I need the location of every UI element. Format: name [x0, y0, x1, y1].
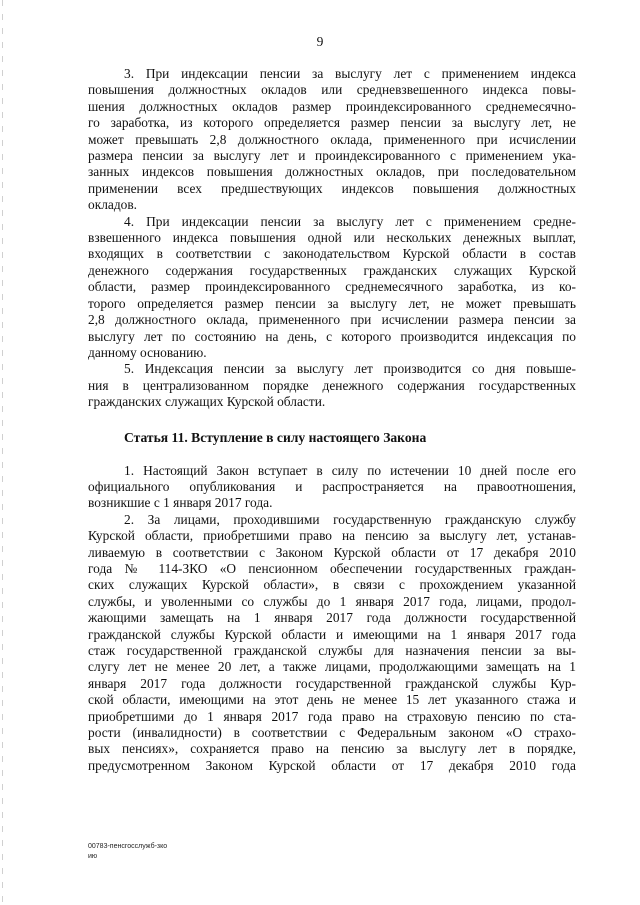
footer-file-code: 00783-пенсгосслужб-зко	[88, 843, 168, 850]
paragraph-line: повышения должностных окладов или средневзвешенного индекса повы-	[88, 82, 576, 98]
paragraph-line: взвешенного индекса повышения одной или нескольких денежных выплат,	[88, 230, 576, 246]
paragraph-line: занных индексов повышения должностных окладов, при последовательном	[88, 164, 576, 180]
paragraph-line: рости (инвалидности) в соответствии с Федеральным законом «О страхо-	[88, 725, 576, 741]
paragraph-line: вых пенсиях», сохраняется право на пенсию за выслугу лет в порядке,	[88, 741, 576, 757]
paragraph-line: 2,8 должностного оклада, примененного при исчислении размера пенсии за	[88, 312, 576, 328]
paragraph	[88, 66, 576, 214]
paragraph-line: слугу лет не менее 20 лет, а также лицами, продолжающими замещать на 1	[88, 659, 576, 675]
paragraph-line: ния в централизованном порядке денежного содержания государственных	[88, 377, 576, 393]
paragraph-line: ской области, имеющими на этот день не менее 15 лет указанного стажа и	[88, 692, 576, 708]
paragraph-line: 5. Индексация пенсии за выслугу лет производится со дня повыше-	[124, 361, 576, 377]
paragraph-line: области, размер проиндексированного среднемесячного заработка, из ко-	[88, 279, 576, 295]
paragraph-line: гражданской службы Курской области и имеющими на 1 января 2017 года	[88, 626, 576, 642]
section-bottom-paragraphs	[88, 463, 576, 775]
paragraph-line: гражданских служащих Курской области.	[88, 394, 326, 410]
paragraph-line: шения должностных окладов размер проиндексированного среднемесячно-	[88, 98, 576, 114]
paragraph-line: приобретшими до 1 января 2017 года право на страховую пенсию по ста-	[88, 708, 576, 724]
paragraph-line: применении всех предшествующих индексов повышения должностных	[88, 180, 576, 196]
paragraph-line: января 2017 года должности государственной гражданской службы Кур-	[88, 675, 576, 691]
paragraph	[88, 463, 576, 512]
article-heading: Статья 11. Вступление в силу настоящего Закона	[124, 429, 427, 445]
paragraph-line: Курской области, приобретшими право на пенсию за выслугу лет, устанав-	[88, 528, 576, 544]
paragraph-line: жающими замещать на 1 января 2017 года должности государственной	[88, 610, 576, 626]
paragraph	[88, 361, 576, 410]
document-body	[88, 66, 576, 774]
paragraph-line: ливаемую в соответствии с Законом Курской области от 17 декабря 2010	[88, 544, 576, 560]
paragraph-line: 4. При индексации пенсии за выслугу лет с применением средне-	[124, 213, 576, 229]
paragraph-line: официального опубликования и распространяется на правоотношения,	[88, 478, 576, 494]
paragraph-line: ских служащих Курской области», в связи с прохождением указанной	[88, 577, 576, 593]
paragraph-line: окладов.	[88, 197, 138, 213]
paragraph-line: торого определяется размер пенсии за выслугу лет, не может превышать	[88, 295, 576, 311]
paragraph-line: может превышать 2,8 должностного оклада, примененного при исчислении	[88, 131, 576, 147]
paragraph-line: службы, и уволенными со службы до 1 января 2017 года, лицами, продол-	[88, 593, 576, 609]
page-number: 9	[316, 34, 324, 49]
paragraph-line: возникшие с 1 января 2017 года.	[88, 495, 273, 511]
footer-suffix: ию	[88, 853, 98, 860]
scan-edge-mark	[2, 0, 3, 905]
paragraph-line: денежного содержания государственных гражданских служащих Курской	[88, 262, 576, 278]
paragraph-line: года № 114-ЗКО «О пенсионном обеспечении государственных граждан-	[88, 560, 576, 576]
paragraph-line: размера пенсии за выслугу лет и проиндексированного с применением ука-	[88, 148, 576, 164]
paragraph-line: стаж государственной гражданской службы для назначения пенсии за вы-	[88, 643, 576, 658]
paragraph-line: входящих в соответствии с законодательством Курской области в состав	[88, 246, 576, 262]
paragraph-line: го заработка, из которого определяется размер пенсии за выслугу лет, не	[88, 115, 576, 131]
document-footer	[88, 842, 167, 862]
section-top-paragraphs	[88, 66, 576, 411]
paragraph-line: 2. За лицами, проходившими государственную гражданскую службу	[124, 511, 576, 527]
paragraph-line: 1. Настоящий Закон вступает в силу по истечении 10 дней после его	[124, 462, 576, 478]
paragraph	[88, 214, 576, 362]
paragraph	[88, 512, 576, 775]
paragraph-line: данному основанию.	[88, 344, 207, 360]
paragraph-line: 3. При индексации пенсии за выслугу лет с применением индекса	[124, 66, 576, 81]
paragraph-line: предусмотренном Законом Курской области от 17 декабря 2010 года	[88, 757, 576, 773]
paragraph-line: выслугу лет по состоянию на день, с которого производится индексация по	[88, 328, 576, 344]
